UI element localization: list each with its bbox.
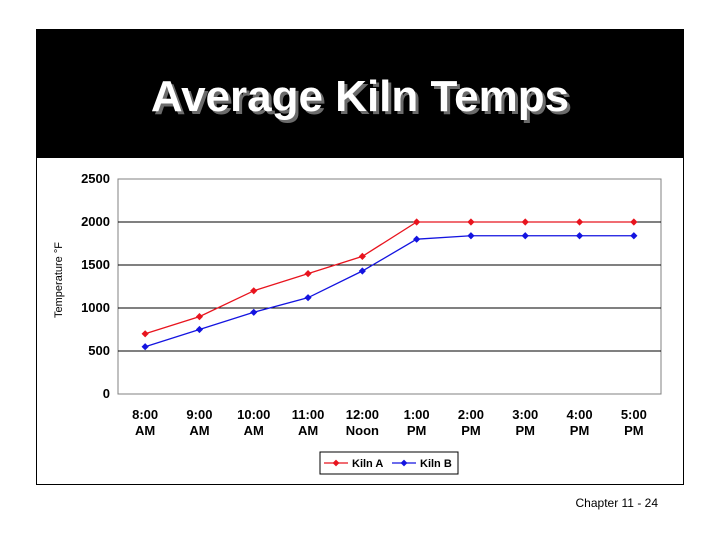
x-tick-label: AM xyxy=(243,423,264,438)
x-axis-ticks xyxy=(132,407,647,438)
y-tick-label: 0 xyxy=(102,386,110,401)
x-tick-label: AM xyxy=(135,423,156,438)
x-tick-label: PM xyxy=(515,423,535,438)
x-tick-label: PM xyxy=(624,423,644,438)
x-tick-label: AM xyxy=(189,423,210,438)
x-tick-label: 4:00 xyxy=(566,407,593,422)
slide-footer: Chapter 11 - 24 xyxy=(575,496,658,510)
y-axis-ticks xyxy=(81,171,110,401)
y-tick-label: 1000 xyxy=(81,300,110,315)
x-tick-label: Noon xyxy=(345,423,379,438)
chart-legend xyxy=(320,452,458,474)
x-tick-label: AM xyxy=(297,423,319,438)
plot-area xyxy=(118,179,661,394)
x-tick-label: 2:00 xyxy=(457,407,484,422)
x-tick-label: PM xyxy=(406,423,427,438)
x-tick-label: 10:00 xyxy=(237,407,271,422)
y-axis-label: Temperature °F xyxy=(53,242,65,318)
legend-label: Kiln A xyxy=(352,458,384,470)
x-tick-label: PM xyxy=(569,423,590,438)
x-tick-label: 11:00 xyxy=(291,407,325,422)
y-tick-label: 2000 xyxy=(81,214,110,229)
y-tick-label: 500 xyxy=(88,343,110,358)
x-tick-label: PM xyxy=(461,423,481,438)
x-tick-label: 5:00 xyxy=(620,407,647,422)
x-tick-label: 8:00 xyxy=(132,407,159,422)
y-tick-label: 2500 xyxy=(81,171,110,186)
slide-title: Average Kiln Temps xyxy=(150,72,570,121)
x-tick-label: 12:00 xyxy=(345,407,379,422)
legend-label: Kiln B xyxy=(420,458,452,470)
x-tick-label: 1:00 xyxy=(403,407,430,422)
y-tick-label: 1500 xyxy=(81,257,110,272)
x-tick-label: 3:00 xyxy=(512,407,539,422)
x-tick-label: 9:00 xyxy=(186,407,213,422)
